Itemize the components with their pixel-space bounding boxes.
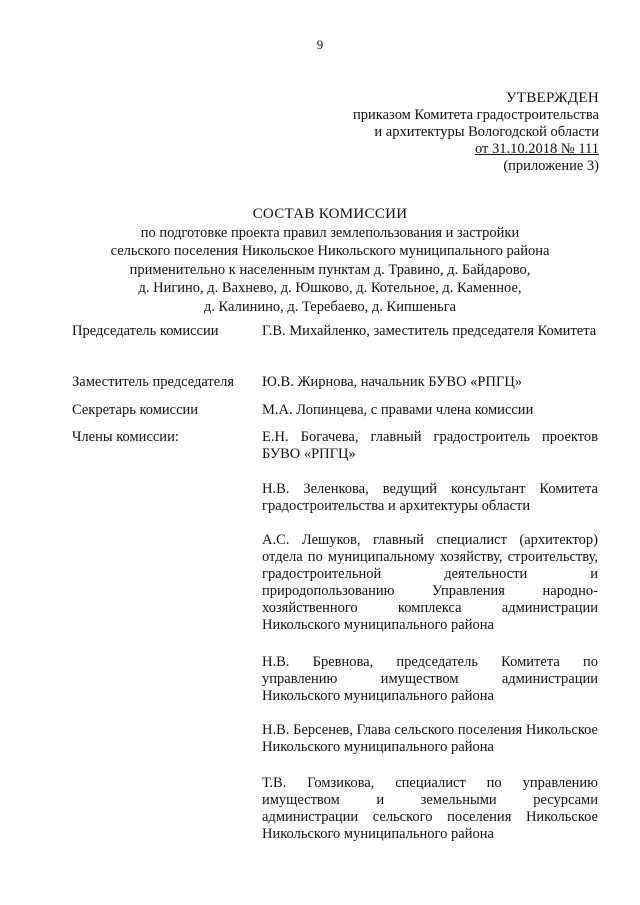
commission-heading [60,205,600,316]
role-members: Члены комиссии: [72,429,179,445]
member-entry: Н.В. Зеленкова, ведущий консультант Комитета градостроительства и архитектуры области [262,481,598,514]
member-entry: Е.Н. Богачева, главный градостроитель проектов БУВО «РПГЦ» [262,429,598,462]
approval-block [353,90,599,175]
member-entry: Н.В. Бревнова, председатель Комитета по управлению имуществом администрации Никольского муниципального района [262,654,598,704]
member-entry: Н.В. Берсенев, Глава сельского поселения Никольское Никольского муниципального района [262,722,598,755]
page-number: 9 [316,37,324,52]
heading-line-5: д. Калинино, д. Теребаево, д. Кипшеньга [203,298,457,315]
approval-order: от 31.10.2018 № 111 [474,141,599,157]
approval-title: УТВЕРЖДЕН [505,90,599,106]
heading-title: СОСТАВ КОМИССИИ [252,206,408,222]
secretary-entry: М.А. Лопинцева, с правами члена комиссии [262,402,534,418]
approval-appendix: (приложение 3) [503,158,599,174]
heading-line-2: сельского поселения Никольское Никольского муниципального района [110,243,550,260]
approval-line-1: приказом Комитета градостроительства [353,107,599,123]
heading-line-1: по подготовке проекта правил землепользования и застройки [140,225,520,241]
deputy-entry: Ю.В. Жирнова, начальник БУВО «РПГЦ» [262,374,523,390]
chairman-entry: Г.В. Михайленко, заместитель председателя Комитета [262,323,597,339]
member-entry: А.С. Лешуков, главный специалист (архитектор) отдела по муниципальному хозяйству, строительству, градостроительной деятельности и природопользованию Управления народно-хозяйственного комплекса администрации Никольского муниципального района [262,532,598,633]
approval-line-2: и архитектуры Вологодской области [374,124,599,140]
member-entry: Т.В. Гомзикова, специалист по управлению имуществом и земельными ресурсами администрации сельского поселения Никольское Никольского муниципального района [262,775,598,842]
heading-line-3: применительно к населенным пунктам д. Травино, д. Байдарово, [129,261,531,278]
role-secretary: Секретарь комиссии [72,402,199,418]
role-deputy: Заместитель председателя [72,374,235,390]
role-chairman: Председатель комиссии [72,323,219,339]
heading-line-4: д. Нигино, д. Вахнево, д. Юшково, д. Котельное, д. Каменное, [138,280,522,297]
